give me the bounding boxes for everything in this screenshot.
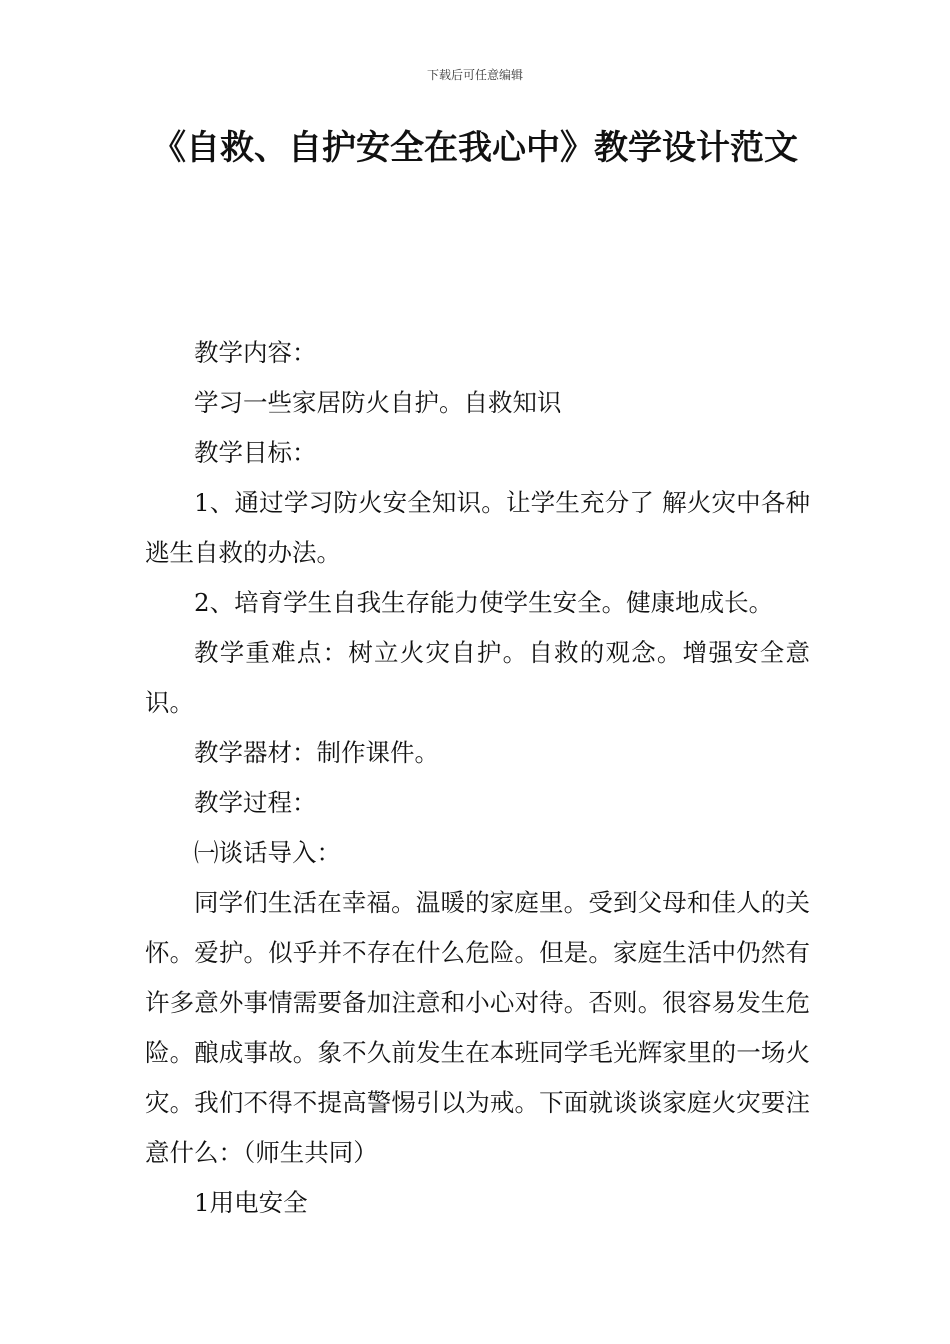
document-body <box>145 328 810 1228</box>
paragraph: 学习一些家居防火自护。自救知识 <box>194 388 562 417</box>
paragraph: 教学目标： <box>194 438 317 467</box>
paragraph: ㈠谈话导入： <box>194 838 341 867</box>
document-title: 《自救、自护安全在我心中》教学设计范文 <box>152 128 798 168</box>
header-note: 下载后可任意编辑 <box>426 68 523 82</box>
paragraph: 2、培育学生自我生存能力使学生安全。健康地成长。 <box>194 588 774 617</box>
paragraph: 教学内容： <box>194 338 317 367</box>
paragraph: 教学器材：制作课件。 <box>194 738 439 767</box>
paragraph: 1、通过学习防火安全知识。让学生充分了 解火灾中各种逃生自救的办法。 <box>145 488 810 567</box>
paragraph: 教学重难点：树立火灾自护。自救的观念。增强安全意识。 <box>145 638 810 717</box>
paragraph: 教学过程： <box>194 788 317 817</box>
paragraph: 同学们生活在幸福。温暖的家庭里。受到父母和佳人的关怀。爱护。似乎并不存在什么危险。但是。家庭生活中仍然有许多意外事情需要备加注意和小心对待。否则。很容易发生危险。酿成事故。象不久前发生在本班同学毛光辉家里的一场火灾。我们不得不提高警惕引以为戒。下面就谈谈家庭火灾要注意什么：（师生共同） <box>145 888 810 1167</box>
paragraph: 1用电安全 <box>194 1188 308 1217</box>
